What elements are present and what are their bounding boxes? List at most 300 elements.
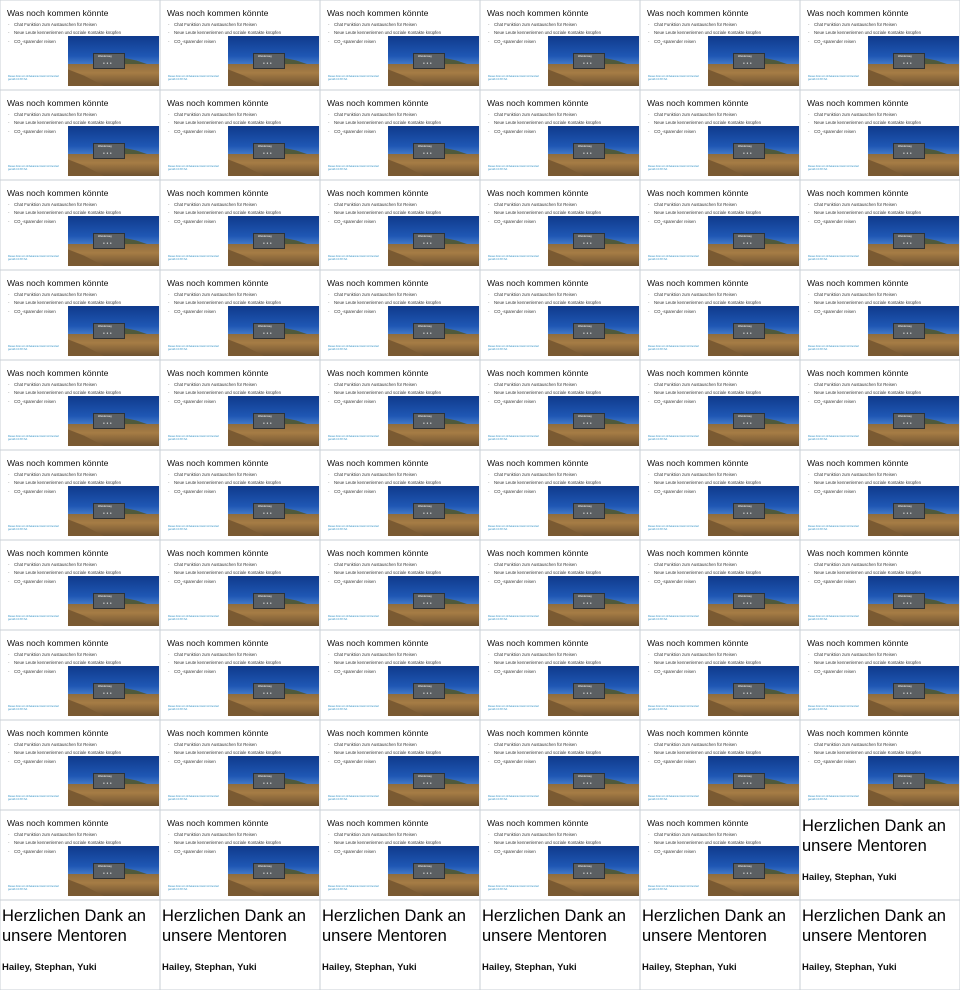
photo-credit-link[interactable]: Dieses Foto von Unbekannter Autor ist lizenziert gemäß CC BY-SA <box>648 165 700 172</box>
slide-thumbnail[interactable] <box>480 810 640 900</box>
trail-sign-label: Wanderweg <box>578 415 592 418</box>
trail-sign-label: Wanderweg <box>578 145 592 148</box>
landscape-photo <box>548 396 639 446</box>
photo-credit-link[interactable]: Dieses Foto von Unbekannter Autor ist lizenziert gemäß CC BY-SA <box>648 615 700 622</box>
bullet-item: - Neue Leute kennenlernen und soziale Kontakte knüpfen <box>328 389 441 397</box>
trail-sign-label: Wanderweg <box>98 55 112 58</box>
slide-thumbnail[interactable] <box>320 270 480 360</box>
slide-thumbnail[interactable] <box>800 0 960 90</box>
bullet-subscript: 2 <box>820 761 823 766</box>
photo-credit-link[interactable]: Dieses Foto von Unbekannter Autor ist lizenziert gemäß CC BY-SA <box>328 705 380 712</box>
slide-thumbnail[interactable] <box>640 270 800 360</box>
slide-thumbnail[interactable] <box>800 180 960 270</box>
trail-sign-dots: ● ● ● <box>583 781 593 785</box>
photo-credit-link[interactable]: Dieses Foto von Unbekannter Autor ist lizenziert gemäß CC BY-SA <box>8 345 60 352</box>
slide-thumbnail[interactable] <box>0 450 160 540</box>
slide-thumbnail[interactable] <box>800 450 960 540</box>
bullet-subscript: 2 <box>180 761 183 766</box>
trail-sign <box>733 143 765 159</box>
bullet-text-pre: CO <box>334 308 341 314</box>
photo-credit-link[interactable]: Dieses Foto von Unbekannter Autor ist lizenziert gemäß CC BY-SA <box>168 705 220 712</box>
trail-sign-label: Wanderweg <box>258 55 272 58</box>
bullet-text-pre: CO <box>334 38 341 44</box>
photo-credit-link[interactable]: Dieses Foto von Unbekannter Autor ist lizenziert gemäß CC BY-SA <box>488 165 540 172</box>
trail-sign-label: Wanderweg <box>98 685 112 688</box>
slide-thumbnail[interactable] <box>320 450 480 540</box>
bullet-text-post: -sparender reisen <box>502 38 536 44</box>
landscape-photo <box>548 126 639 176</box>
landscape-photo <box>708 126 799 176</box>
photo-credit-link[interactable]: Dieses Foto von Unbekannter Autor ist lizenziert gemäß CC BY-SA <box>488 885 540 892</box>
bullet-text-post: -sparender reisen <box>182 38 216 44</box>
photo-credit-link[interactable]: Dieses Foto von Unbekannter Autor ist lizenziert gemäß CC BY-SA <box>8 525 60 532</box>
trail-sign <box>413 863 445 879</box>
trail-sign-dots: ● ● ● <box>903 151 913 155</box>
photo-credit-link[interactable]: Dieses Foto von Unbekannter Autor ist lizenziert gemäß CC BY-SA <box>168 165 220 172</box>
bullet-text-pre: CO <box>654 128 661 134</box>
photo-credit-link[interactable]: Dieses Foto von Unbekannter Autor ist lizenziert gemäß CC BY-SA <box>328 435 380 442</box>
slide-thumbnail[interactable] <box>160 630 320 720</box>
bullet-item: - Neue Leute kennenlernen und soziale Kontakte knüpfen <box>8 299 121 307</box>
slide-thumbnail[interactable] <box>800 540 960 630</box>
slide-thumbnail[interactable] <box>640 540 800 630</box>
trail-sign <box>413 683 445 699</box>
bullet-subscript: 2 <box>340 491 343 496</box>
landscape-photo <box>708 396 799 446</box>
slide-thumbnail[interactable] <box>320 810 480 900</box>
bullet-item: - Neue Leute kennenlernen und soziale Kontakte knüpfen <box>8 479 121 487</box>
slide-thumbnail[interactable] <box>0 270 160 360</box>
photo-credit-link[interactable]: Dieses Foto von Unbekannter Autor ist lizenziert gemäß CC BY-SA <box>648 255 700 262</box>
trail-sign <box>253 503 285 519</box>
slide-thumbnail[interactable] <box>160 720 320 810</box>
photo-credit-link[interactable]: Dieses Foto von Unbekannter Autor ist lizenziert gemäß CC BY-SA <box>808 525 860 532</box>
landscape-photo <box>708 36 799 86</box>
bullet-text-post: -sparender reisen <box>822 488 856 494</box>
bullet-text-pre: CO <box>174 218 181 224</box>
slide-thumbnail[interactable] <box>640 90 800 180</box>
bullet-text-pre: CO <box>334 668 341 674</box>
photo-credit-link[interactable]: Dieses Foto von Unbekannter Autor ist lizenziert gemäß CC BY-SA <box>488 795 540 802</box>
slide-thumbnail-thanks[interactable] <box>0 900 160 990</box>
slide-thumbnail[interactable] <box>640 0 800 90</box>
photo-credit-link[interactable]: Dieses Foto von Unbekannter Autor ist lizenziert gemäß CC BY-SA <box>488 615 540 622</box>
landscape-photo <box>548 486 639 536</box>
slide-thumbnail[interactable] <box>0 720 160 810</box>
slide-thumbnail[interactable] <box>480 0 640 90</box>
slide-title: Was noch kommen könnte <box>807 98 909 108</box>
slide-thumbnail[interactable] <box>800 360 960 450</box>
trail-sign-dots: ● ● ● <box>903 511 913 515</box>
trail-sign-dots: ● ● ● <box>263 241 273 245</box>
bullet-item: - Neue Leute kennenlernen und soziale Kontakte knüpfen <box>168 749 281 757</box>
slide-thumbnail[interactable] <box>160 0 320 90</box>
slide-thumbnail[interactable] <box>640 450 800 540</box>
bullet-text-post: -sparender reisen <box>342 308 376 314</box>
slide-thumbnail[interactable] <box>320 90 480 180</box>
landscape-photo <box>228 846 319 896</box>
slide-thumbnail[interactable] <box>320 540 480 630</box>
bullet-item: - Neue Leute kennenlernen und soziale Kontakte knüpfen <box>648 389 761 397</box>
photo-credit-link[interactable]: Dieses Foto von Unbekannter Autor ist lizenziert gemäß CC BY-SA <box>648 885 700 892</box>
photo-credit-link[interactable]: Dieses Foto von Unbekannter Autor ist lizenziert gemäß CC BY-SA <box>328 75 380 82</box>
photo-credit-link[interactable]: Dieses Foto von Unbekannter Autor ist lizenziert gemäß CC BY-SA <box>488 75 540 82</box>
trail-sign-label: Wanderweg <box>738 505 752 508</box>
slide-thumbnail[interactable] <box>320 720 480 810</box>
bullet-subscript: 2 <box>500 221 503 226</box>
bullet-item: - Chat Funktion zum Austauschen für Reisen <box>8 651 121 659</box>
photo-credit-link[interactable]: Dieses Foto von Unbekannter Autor ist lizenziert gemäß CC BY-SA <box>808 435 860 442</box>
landscape-photo <box>868 396 959 446</box>
landscape-photo <box>548 216 639 266</box>
slide-thumbnail[interactable] <box>800 630 960 720</box>
slide-title: Was noch kommen könnte <box>487 188 589 198</box>
slide-thumbnail[interactable] <box>160 360 320 450</box>
slide-thumbnail[interactable] <box>320 630 480 720</box>
slide-thumbnail-thanks[interactable] <box>800 900 960 990</box>
slide-title: Was noch kommen könnte <box>167 458 269 468</box>
trail-sign <box>413 233 445 249</box>
bullet-item: - Chat Funktion zum Austauschen für Reisen <box>8 561 121 569</box>
photo-credit-link[interactable]: Dieses Foto von Unbekannter Autor ist lizenziert gemäß CC BY-SA <box>648 435 700 442</box>
photo-credit-link[interactable]: Dieses Foto von Unbekannter Autor ist lizenziert gemäß CC BY-SA <box>168 795 220 802</box>
bullet-item: - Neue Leute kennenlernen und soziale Kontakte knüpfen <box>648 299 761 307</box>
trail-sign <box>253 683 285 699</box>
slide-thumbnail[interactable] <box>0 180 160 270</box>
bullet-subscript: 2 <box>20 311 23 316</box>
bullet-subscript: 2 <box>500 761 503 766</box>
bullet-text-pre: CO <box>14 668 21 674</box>
bullet-text-post: -sparender reisen <box>822 398 856 404</box>
photo-credit-link[interactable]: Dieses Foto von Unbekannter Autor ist lizenziert gemäß CC BY-SA <box>328 255 380 262</box>
landscape-photo <box>228 756 319 806</box>
slide-thumbnail[interactable] <box>0 0 160 90</box>
photo-credit-link[interactable]: Dieses Foto von Unbekannter Autor ist lizenziert gemäß CC BY-SA <box>808 705 860 712</box>
bullet-text-post: -sparender reisen <box>502 668 536 674</box>
landscape-photo <box>228 306 319 356</box>
slide-thumbnail-thanks[interactable] <box>800 810 960 900</box>
trail-sign <box>893 53 925 69</box>
bullet-item: - Neue Leute kennenlernen und soziale Kontakte knüpfen <box>488 749 601 757</box>
landscape-photo <box>68 306 159 356</box>
landscape-photo <box>548 36 639 86</box>
bullet-item: - Chat Funktion zum Austauschen für Reisen <box>168 561 281 569</box>
bullet-subscript: 2 <box>500 851 503 856</box>
slide-thumbnail[interactable] <box>0 810 160 900</box>
trail-sign-label: Wanderweg <box>578 505 592 508</box>
bullet-item: - Neue Leute kennenlernen und soziale Kontakte knüpfen <box>648 29 761 37</box>
photo-credit-link[interactable]: Dieses Foto von Unbekannter Autor ist lizenziert gemäß CC BY-SA <box>8 435 60 442</box>
photo-credit-link[interactable]: Dieses Foto von Unbekannter Autor ist lizenziert gemäß CC BY-SA <box>8 75 60 82</box>
photo-credit-link[interactable]: Dieses Foto von Unbekannter Autor ist lizenziert gemäß CC BY-SA <box>8 255 60 262</box>
slide-thumbnail[interactable] <box>160 270 320 360</box>
photo-credit-link[interactable]: Dieses Foto von Unbekannter Autor ist lizenziert gemäß CC BY-SA <box>648 525 700 532</box>
photo-credit-link[interactable]: Dieses Foto von Unbekannter Autor ist lizenziert gemäß CC BY-SA <box>808 615 860 622</box>
bullet-subscript: 2 <box>820 581 823 586</box>
bullet-text-post: -sparender reisen <box>822 668 856 674</box>
trail-sign-label: Wanderweg <box>418 775 432 778</box>
slide-title: Was noch kommen könnte <box>7 278 109 288</box>
trail-sign-dots: ● ● ● <box>743 61 753 65</box>
bullet-item: - Chat Funktion zum Austauschen für Reisen <box>808 21 921 29</box>
slide-thumbnail[interactable] <box>320 360 480 450</box>
slide-title: Was noch kommen könnte <box>647 8 749 18</box>
landscape-photo <box>68 36 159 86</box>
photo-credit-link[interactable]: Dieses Foto von Unbekannter Autor ist lizenziert gemäß CC BY-SA <box>648 795 700 802</box>
slide-thumbnail[interactable] <box>0 630 160 720</box>
bullet-subscript: 2 <box>660 311 663 316</box>
trail-sign <box>733 53 765 69</box>
photo-credit-link[interactable]: Dieses Foto von Unbekannter Autor ist lizenziert gemäß CC BY-SA <box>8 885 60 892</box>
bullet-text-post: -sparender reisen <box>22 578 56 584</box>
trail-sign-dots: ● ● ● <box>903 331 913 335</box>
slide-thumbnail[interactable] <box>320 0 480 90</box>
bullet-item: - Neue Leute kennenlernen und soziale Kontakte knüpfen <box>648 479 761 487</box>
trail-sign <box>893 323 925 339</box>
slide-thumbnail[interactable] <box>480 360 640 450</box>
bullet-item: - Neue Leute kennenlernen und soziale Kontakte knüpfen <box>328 119 441 127</box>
landscape-photo <box>708 576 799 626</box>
photo-credit-link[interactable]: Dieses Foto von Unbekannter Autor ist lizenziert gemäß CC BY-SA <box>328 345 380 352</box>
trail-sign-label: Wanderweg <box>418 865 432 868</box>
bullet-subscript: 2 <box>660 671 663 676</box>
bullet-subscript: 2 <box>500 311 503 316</box>
landscape-photo <box>548 306 639 356</box>
landscape-photo <box>228 216 319 266</box>
photo-credit-link[interactable]: Dieses Foto von Unbekannter Autor ist lizenziert gemäß CC BY-SA <box>328 165 380 172</box>
bullet-text-post: -sparender reisen <box>822 578 856 584</box>
trail-sign-dots: ● ● ● <box>743 151 753 155</box>
slide-title: Was noch kommen könnte <box>647 548 749 558</box>
bullet-item: - Neue Leute kennenlernen und soziale Kontakte knüpfen <box>488 119 601 127</box>
slide-thumbnail[interactable] <box>640 810 800 900</box>
bullet-item: - Chat Funktion zum Austauschen für Reisen <box>648 111 761 119</box>
slide-thumbnail[interactable] <box>160 90 320 180</box>
bullet-text-pre: CO <box>334 578 341 584</box>
slide-thumbnail[interactable] <box>320 180 480 270</box>
slide-thumbnail[interactable] <box>640 180 800 270</box>
bullet-text-post: -sparender reisen <box>342 128 376 134</box>
mentor-names: Hailey, Stephan, Yuki <box>802 872 897 883</box>
landscape-photo <box>708 756 799 806</box>
trail-sign-dots: ● ● ● <box>103 691 113 695</box>
bullet-item: - Chat Funktion zum Austauschen für Reisen <box>808 201 921 209</box>
thanks-title: Herzlichen Dank an unsere Mentoren <box>162 907 306 945</box>
trail-sign-label: Wanderweg <box>258 685 272 688</box>
bullet-subscript: 2 <box>500 581 503 586</box>
trail-sign-label: Wanderweg <box>418 235 432 238</box>
bullet-text-pre: CO <box>494 398 501 404</box>
photo-credit-link[interactable]: Dieses Foto von Unbekannter Autor ist lizenziert gemäß CC BY-SA <box>648 345 700 352</box>
slide-thumbnail[interactable] <box>0 540 160 630</box>
slide-thumbnail[interactable] <box>480 180 640 270</box>
bullet-text-post: -sparender reisen <box>342 218 376 224</box>
photo-credit-link[interactable]: Dieses Foto von Unbekannter Autor ist lizenziert gemäß CC BY-SA <box>488 345 540 352</box>
bullet-item: - Neue Leute kennenlernen und soziale Kontakte knüpfen <box>808 749 921 757</box>
trail-sign-dots: ● ● ● <box>263 691 273 695</box>
landscape-photo <box>708 846 799 896</box>
slide-thumbnail[interactable] <box>480 90 640 180</box>
landscape-photo <box>388 216 479 266</box>
slide-title: Was noch kommen könnte <box>487 728 589 738</box>
photo-credit-link[interactable]: Dieses Foto von Unbekannter Autor ist lizenziert gemäß CC BY-SA <box>168 615 220 622</box>
photo-credit-link[interactable]: Dieses Foto von Unbekannter Autor ist lizenziert gemäß CC BY-SA <box>488 435 540 442</box>
slide-thumbnail[interactable] <box>640 630 800 720</box>
slide-title: Was noch kommen könnte <box>167 188 269 198</box>
mentor-names: Hailey, Stephan, Yuki <box>642 962 737 973</box>
photo-credit-link[interactable]: Dieses Foto von Unbekannter Autor ist lizenziert gemäß CC BY-SA <box>168 255 220 262</box>
slide-title: Was noch kommen könnte <box>807 368 909 378</box>
trail-sign <box>93 773 125 789</box>
bullet-subscript: 2 <box>820 221 823 226</box>
trail-sign <box>93 323 125 339</box>
photo-credit-link[interactable]: Dieses Foto von Unbekannter Autor ist lizenziert gemäß CC BY-SA <box>648 75 700 82</box>
photo-credit-link[interactable]: Dieses Foto von Unbekannter Autor ist lizenziert gemäß CC BY-SA <box>8 795 60 802</box>
slide-thumbnail[interactable] <box>800 90 960 180</box>
trail-sign-dots: ● ● ● <box>423 691 433 695</box>
trail-sign <box>413 143 445 159</box>
trail-sign-dots: ● ● ● <box>743 241 753 245</box>
bullet-item: - Neue Leute kennenlernen und soziale Kontakte knüpfen <box>808 29 921 37</box>
photo-credit-link[interactable]: Dieses Foto von Unbekannter Autor ist lizenziert gemäß CC BY-SA <box>168 345 220 352</box>
slide-thumbnail[interactable] <box>480 630 640 720</box>
bullet-text-pre: CO <box>814 578 821 584</box>
slide-thumbnail[interactable] <box>160 180 320 270</box>
trail-sign-dots: ● ● ● <box>583 421 593 425</box>
trail-sign <box>93 233 125 249</box>
bullet-subscript: 2 <box>180 131 183 136</box>
slide-thumbnail[interactable] <box>480 450 640 540</box>
bullet-item: - Chat Funktion zum Austauschen für Reisen <box>488 201 601 209</box>
bullet-item: - Neue Leute kennenlernen und soziale Kontakte knüpfen <box>808 389 921 397</box>
trail-sign <box>253 53 285 69</box>
landscape-photo <box>68 666 159 716</box>
photo-credit-link[interactable]: Dieses Foto von Unbekannter Autor ist lizenziert gemäß CC BY-SA <box>328 525 380 532</box>
thanks-title: Herzlichen Dank an unsere Mentoren <box>642 907 786 945</box>
slide-title: Was noch kommen könnte <box>327 98 429 108</box>
slide-title: Was noch kommen könnte <box>7 818 109 828</box>
bullet-text-pre: CO <box>174 488 181 494</box>
photo-credit-link[interactable]: Dieses Foto von Unbekannter Autor ist lizenziert gemäß CC BY-SA <box>808 345 860 352</box>
slide-thumbnail[interactable] <box>480 720 640 810</box>
trail-sign-label: Wanderweg <box>258 865 272 868</box>
photo-credit-link[interactable]: Dieses Foto von Unbekannter Autor ist lizenziert gemäß CC BY-SA <box>328 885 380 892</box>
trail-sign-label: Wanderweg <box>98 595 112 598</box>
landscape-photo <box>228 396 319 446</box>
bullet-item: - Neue Leute kennenlernen und soziale Kontakte knüpfen <box>488 569 601 577</box>
photo-credit-link[interactable]: Dieses Foto von Unbekannter Autor ist lizenziert gemäß CC BY-SA <box>808 75 860 82</box>
slide-title: Was noch kommen könnte <box>327 728 429 738</box>
bullet-item: - Chat Funktion zum Austauschen für Reisen <box>168 201 281 209</box>
bullet-item: - Chat Funktion zum Austauschen für Reisen <box>8 201 121 209</box>
photo-credit-link[interactable]: Dieses Foto von Unbekannter Autor ist lizenziert gemäß CC BY-SA <box>8 165 60 172</box>
slide-thumbnail[interactable] <box>0 360 160 450</box>
bullet-item: - Neue Leute kennenlernen und soziale Kontakte knüpfen <box>808 479 921 487</box>
bullet-item: - Chat Funktion zum Austauschen für Reisen <box>168 291 281 299</box>
trail-sign-label: Wanderweg <box>98 505 112 508</box>
bullet-item: - Neue Leute kennenlernen und soziale Kontakte knüpfen <box>168 209 281 217</box>
photo-credit-link[interactable]: Dieses Foto von Unbekannter Autor ist lizenziert gemäß CC BY-SA <box>168 885 220 892</box>
trail-sign-dots: ● ● ● <box>263 331 273 335</box>
slide-thumbnail[interactable] <box>0 90 160 180</box>
bullet-text-pre: CO <box>814 218 821 224</box>
photo-credit-link[interactable]: Dieses Foto von Unbekannter Autor ist lizenziert gemäß CC BY-SA <box>488 705 540 712</box>
bullet-text-post: -sparender reisen <box>502 308 536 314</box>
photo-credit-link[interactable]: Dieses Foto von Unbekannter Autor ist lizenziert gemäß CC BY-SA <box>8 705 60 712</box>
bullet-text-pre: CO <box>334 848 341 854</box>
bullet-text-pre: CO <box>814 308 821 314</box>
photo-credit-link[interactable]: Dieses Foto von Unbekannter Autor ist lizenziert gemäß CC BY-SA <box>168 75 220 82</box>
trail-sign <box>93 683 125 699</box>
slide-thumbnail[interactable] <box>480 270 640 360</box>
bullet-subscript: 2 <box>180 41 183 46</box>
slide-thumbnail[interactable] <box>480 540 640 630</box>
photo-credit-link[interactable]: Dieses Foto von Unbekannter Autor ist lizenziert gemäß CC BY-SA <box>328 615 380 622</box>
bullet-text-post: -sparender reisen <box>22 668 56 674</box>
slide-title: Was noch kommen könnte <box>7 368 109 378</box>
trail-sign-dots: ● ● ● <box>103 601 113 605</box>
bullet-subscript: 2 <box>180 401 183 406</box>
bullet-text-post: -sparender reisen <box>182 218 216 224</box>
slide-thumbnail[interactable] <box>640 360 800 450</box>
bullet-subscript: 2 <box>340 311 343 316</box>
photo-credit-link[interactable]: Dieses Foto von Unbekannter Autor ist lizenziert gemäß CC BY-SA <box>488 255 540 262</box>
trail-sign-label: Wanderweg <box>578 235 592 238</box>
photo-credit-link[interactable]: Dieses Foto von Unbekannter Autor ist lizenziert gemäß CC BY-SA <box>168 435 220 442</box>
photo-credit-link[interactable]: Dieses Foto von Unbekannter Autor ist lizenziert gemäß CC BY-SA <box>488 525 540 532</box>
slide-thumbnail[interactable] <box>800 270 960 360</box>
thanks-title: Herzlichen Dank an unsere Mentoren <box>802 817 946 855</box>
slide-thumbnail[interactable] <box>160 810 320 900</box>
slide-thumbnail-thanks[interactable] <box>640 900 800 990</box>
bullet-item: - Chat Funktion zum Austauschen für Reisen <box>8 831 121 839</box>
bullet-text-pre: CO <box>494 38 501 44</box>
bullet-text-post: -sparender reisen <box>662 848 696 854</box>
trail-sign-label: Wanderweg <box>898 235 912 238</box>
bullet-item: - Chat Funktion zum Austauschen für Reisen <box>328 201 441 209</box>
slide-thumbnail-thanks[interactable] <box>320 900 480 990</box>
slide-thumbnail-thanks[interactable] <box>160 900 320 990</box>
slide-thumbnail[interactable] <box>160 540 320 630</box>
photo-credit-link[interactable]: Dieses Foto von Unbekannter Autor ist lizenziert gemäß CC BY-SA <box>8 615 60 622</box>
trail-sign <box>893 773 925 789</box>
bullet-item: - Neue Leute kennenlernen und soziale Kontakte knüpfen <box>648 569 761 577</box>
photo-credit-link[interactable]: Dieses Foto von Unbekannter Autor ist lizenziert gemäß CC BY-SA <box>808 795 860 802</box>
photo-credit-link[interactable]: Dieses Foto von Unbekannter Autor ist lizenziert gemäß CC BY-SA <box>808 165 860 172</box>
photo-credit-link[interactable]: Dieses Foto von Unbekannter Autor ist lizenziert gemäß CC BY-SA <box>808 255 860 262</box>
trail-sign-dots: ● ● ● <box>263 871 273 875</box>
slide-thumbnail-thanks[interactable] <box>480 900 640 990</box>
photo-credit-link[interactable]: Dieses Foto von Unbekannter Autor ist lizenziert gemäß CC BY-SA <box>168 525 220 532</box>
bullet-item: - Chat Funktion zum Austauschen für Reisen <box>168 381 281 389</box>
trail-sign-dots: ● ● ● <box>263 151 273 155</box>
landscape-photo <box>388 396 479 446</box>
bullet-text-post: -sparender reisen <box>662 308 696 314</box>
mentor-names: Hailey, Stephan, Yuki <box>162 962 257 973</box>
bullet-text-post: -sparender reisen <box>22 398 56 404</box>
bullet-item: - Neue Leute kennenlernen und soziale Kontakte knüpfen <box>648 659 761 667</box>
slide-thumbnail[interactable] <box>640 720 800 810</box>
trail-sign-label: Wanderweg <box>98 865 112 868</box>
slide-thumbnail[interactable] <box>800 720 960 810</box>
bullet-item: - Chat Funktion zum Austauschen für Reisen <box>808 741 921 749</box>
bullet-text-post: -sparender reisen <box>342 38 376 44</box>
bullet-text-post: -sparender reisen <box>822 308 856 314</box>
photo-credit-link[interactable]: Dieses Foto von Unbekannter Autor ist lizenziert gemäß CC BY-SA <box>648 705 700 712</box>
photo-credit-link[interactable]: Dieses Foto von Unbekannter Autor ist lizenziert gemäß CC BY-SA <box>328 795 380 802</box>
bullet-text-post: -sparender reisen <box>342 758 376 764</box>
slide-thumbnail[interactable] <box>160 450 320 540</box>
